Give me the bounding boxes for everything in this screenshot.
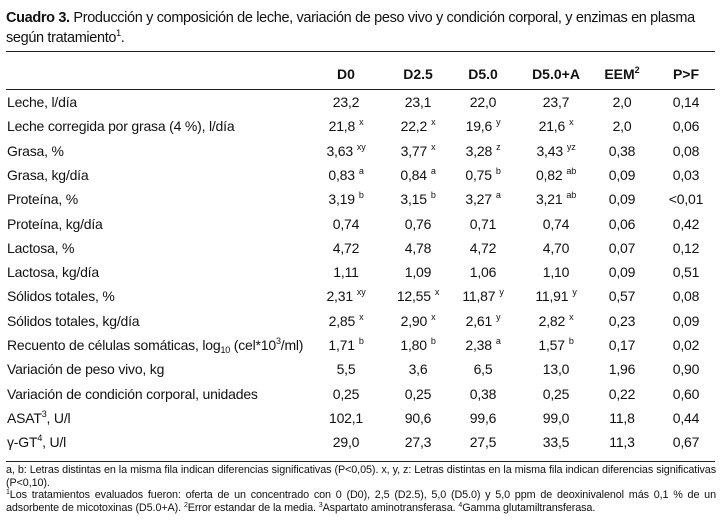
- cell-value: 0,38: [608, 142, 636, 159]
- row-label: Proteína, %: [7, 191, 78, 208]
- table-row: [0, 337, 723, 361]
- bottom-rule: [6, 461, 715, 462]
- footnote-definitions: $^1$Los tratamientos evaluados fueron: oferta de un concentrado con 0 (D0), 2,5 (D2.5), 5,0 (D5.0) y 5,0 ppm de deoxinivalenol más 0,1 % de un adsorbente de micotoxinas (D5.0+A). $^2$Error estandar de la media. $^3$Aspartato aminotransferasa. $^4$Gamma glutamiltransferasa.: [6, 489, 716, 514]
- row-label-part: γ-GT: [7, 434, 38, 451]
- table-cell: [333, 386, 359, 402]
- cell-value: 2,38: [465, 337, 492, 353]
- table-row: [0, 216, 723, 240]
- cell-value: 3,21: [535, 191, 563, 208]
- cell-value: 0,38: [469, 385, 497, 402]
- cell-value: 0,90: [672, 361, 700, 378]
- table-cell: [673, 94, 699, 110]
- table-cell: [466, 118, 501, 134]
- cell-value: 0,83: [328, 166, 355, 183]
- cell-value: 3,27: [465, 191, 492, 208]
- row-label: Leche corregida por grasa (4 %), l/día: [7, 118, 235, 135]
- cell-value: 102,1: [328, 409, 364, 426]
- cell-value: 23,1: [404, 94, 432, 110]
- cell-value: 0,51: [672, 264, 700, 281]
- table-cell: [401, 313, 436, 329]
- table-cell: [673, 410, 699, 426]
- cell-value: <0,01: [668, 191, 704, 208]
- header-d0: [337, 66, 355, 82]
- table-cell: [609, 191, 635, 207]
- cell-value: 0,67: [672, 434, 700, 451]
- row-label-part: 3: [41, 408, 47, 419]
- significance-letter: b: [568, 336, 574, 346]
- cell-value: 22,2: [400, 118, 428, 135]
- caption-label: Cuadro 3.: [6, 10, 70, 26]
- table-cell: [397, 288, 439, 304]
- cell-value: 5,5: [336, 361, 356, 378]
- table-cell: [401, 118, 436, 134]
- cell-value: 27,5: [469, 434, 497, 451]
- cell-value: 0,17: [608, 337, 636, 353]
- cell-value: 1,96: [608, 361, 636, 378]
- table-cell: [543, 410, 569, 426]
- table-cell: [329, 118, 364, 134]
- top-rule: [6, 51, 715, 52]
- table-cell: [673, 288, 699, 304]
- cell-value: 0,09: [608, 166, 636, 183]
- table-cell: [609, 288, 635, 304]
- table-cell: [673, 386, 699, 402]
- significance-letter: b: [430, 336, 436, 346]
- significance-letter: x: [434, 287, 440, 298]
- cell-value: 0,09: [608, 191, 636, 208]
- cell-value: 2,90: [400, 312, 428, 329]
- table-row: [0, 191, 723, 215]
- significance-letter: x: [359, 311, 364, 322]
- header-text: P>F: [672, 66, 700, 82]
- cell-value: 0,84: [400, 166, 427, 183]
- table-cell: [609, 240, 635, 256]
- cell-value: 0,60: [672, 385, 700, 402]
- cell-value: 3,43: [536, 142, 563, 159]
- table-cell: [673, 337, 699, 353]
- table-row: [0, 386, 723, 410]
- row-label-part: (cel*10: [230, 337, 276, 353]
- header-text: D0: [337, 66, 355, 82]
- table-cell: [465, 191, 500, 207]
- table-cell: [673, 118, 699, 134]
- table-cell: [405, 410, 431, 426]
- cell-value: 2,0: [612, 94, 632, 110]
- table-row: [0, 410, 723, 434]
- header-eem: [604, 66, 639, 82]
- cell-value: 0,09: [608, 264, 636, 281]
- cell-value: 0,57: [608, 288, 636, 305]
- cell-value: 29,0: [332, 434, 360, 451]
- table-cell: [329, 313, 364, 329]
- cell-value: 0,02: [672, 337, 700, 353]
- cell-value: 19,6: [465, 118, 493, 135]
- cell-value: 0,74: [332, 215, 360, 232]
- table-cell: [536, 143, 575, 159]
- cell-value: 0,75: [465, 166, 492, 183]
- cell-value: 0,74: [542, 215, 570, 232]
- cell-value: 23,7: [542, 94, 570, 110]
- table-row: [0, 118, 723, 142]
- table-cell: [609, 216, 635, 232]
- table-cell: [405, 216, 431, 232]
- table-cell: [333, 240, 359, 256]
- cell-value: 99,6: [469, 409, 497, 426]
- row-label-part: , U/l: [46, 409, 71, 426]
- table-cell: [609, 167, 635, 183]
- table-cell: [405, 94, 431, 110]
- row-label: [7, 410, 70, 426]
- significance-letter: y: [496, 311, 501, 322]
- cell-value: 1,09: [404, 264, 432, 281]
- cell-value: 0,03: [672, 166, 700, 183]
- table-cell: [405, 240, 431, 256]
- table-cell: [673, 216, 699, 232]
- cell-value: 0,71: [469, 215, 497, 232]
- table-cell: [466, 313, 501, 329]
- cell-value: 0,82: [535, 166, 563, 183]
- significance-letter: x: [431, 117, 436, 128]
- cell-value: 1,11: [333, 264, 359, 281]
- row-label: Lactosa, %: [7, 239, 75, 256]
- significance-letter: xy: [356, 141, 366, 152]
- table-cell: [329, 410, 363, 426]
- cell-value: 21,6: [538, 118, 566, 135]
- row-label: [7, 337, 303, 353]
- cell-value: 11,3: [609, 434, 635, 451]
- row-label: Grasa, kg/día: [7, 166, 89, 183]
- table-cell: [609, 434, 634, 450]
- cell-value: 0,06: [608, 215, 636, 232]
- table-cell: [673, 143, 699, 159]
- row-label: Sólidos totales, %: [7, 288, 115, 305]
- table-cell: [333, 264, 358, 280]
- table-cell: [543, 264, 569, 280]
- significance-letter: z: [496, 141, 501, 152]
- table-row: [0, 361, 723, 385]
- cell-value: 0,23: [608, 312, 636, 329]
- table-cell: [543, 216, 569, 232]
- cell-value: 0,06: [672, 118, 700, 135]
- cell-value: 4,72: [469, 239, 497, 256]
- caption-end: .: [120, 30, 125, 46]
- cell-value: 0,08: [672, 142, 700, 159]
- cell-value: 0,42: [672, 215, 700, 232]
- significance-letter: a: [430, 165, 436, 176]
- table-cell: [474, 361, 493, 377]
- cell-value: 6,5: [473, 361, 493, 378]
- table-row: [0, 94, 723, 118]
- table-row: [0, 288, 723, 312]
- table-cell: [609, 264, 635, 280]
- cell-value: 11,87: [462, 288, 496, 305]
- table-cell: [333, 94, 359, 110]
- header-text: D2.5: [403, 66, 433, 82]
- cell-value: 0,22: [608, 385, 636, 402]
- table-footnotes: [6, 464, 716, 514]
- table-cell: [470, 94, 496, 110]
- row-label: Leche, l/día: [7, 94, 77, 110]
- table-cell: [538, 337, 573, 353]
- table-cell: [470, 240, 496, 256]
- table-row: [0, 434, 723, 458]
- cell-value: 3,19: [328, 191, 355, 208]
- header-text: D5.0: [468, 66, 498, 82]
- cell-value: 0,44: [672, 409, 700, 426]
- caption-text: Producción y composición de leche, variación de peso vivo y condición corporal, y enzimas en plasma según tratamiento: [6, 10, 695, 46]
- header-pf: [673, 66, 699, 82]
- table-cell: [673, 434, 699, 450]
- significance-letter: x: [359, 117, 364, 128]
- table-cell: [470, 264, 496, 280]
- cell-value: 3,6: [408, 361, 428, 378]
- table-cell: [609, 313, 635, 329]
- row-label: Grasa, %: [7, 142, 64, 159]
- row-label-part: 10: [220, 345, 231, 355]
- significance-letter: x: [569, 117, 574, 128]
- table-cell: [328, 167, 363, 183]
- table-cell: [543, 434, 569, 450]
- table-row: [0, 167, 723, 191]
- caption-footnote-mark: 1: [116, 28, 121, 38]
- table-cell: [673, 240, 699, 256]
- cell-value: 1,57: [538, 337, 565, 353]
- cell-value: 11,8: [609, 409, 635, 426]
- table-cell: [333, 434, 359, 450]
- cell-value: 1,71: [328, 337, 355, 353]
- table-cell: [543, 361, 569, 377]
- table-cell: [400, 167, 435, 183]
- table-cell: [328, 337, 363, 353]
- table-cell: [462, 288, 503, 304]
- cell-value: 2,85: [328, 312, 356, 329]
- table-cell: [400, 191, 435, 207]
- cell-value: 27,3: [404, 434, 432, 451]
- table-cell: [669, 191, 703, 207]
- cell-value: 12,55: [396, 288, 431, 305]
- table-cell: [333, 216, 359, 232]
- significance-letter: x: [431, 311, 436, 322]
- significance-letter: y: [496, 117, 501, 128]
- table-cell: [609, 337, 635, 353]
- table-cell: [539, 118, 574, 134]
- table-cell: [673, 167, 699, 183]
- row-label-part: , U/l: [42, 434, 67, 451]
- table-cell: [465, 337, 500, 353]
- significance-letter: b: [358, 336, 364, 346]
- cell-value: 3,77: [400, 142, 428, 159]
- cell-value: 2,0: [612, 118, 632, 135]
- table-cell: [543, 240, 569, 256]
- table-cell: [673, 361, 699, 377]
- significance-letter: a: [495, 336, 501, 346]
- cell-value: 11,91: [535, 288, 569, 305]
- table-cell: [337, 361, 356, 377]
- cell-value: 3,15: [400, 191, 427, 208]
- table-cell: [609, 143, 635, 159]
- table-cell: [465, 167, 500, 183]
- significance-letter: b: [358, 190, 364, 201]
- cell-value: 0,14: [672, 94, 700, 110]
- table-cell: [673, 264, 699, 280]
- table-cell: [535, 288, 576, 304]
- table-cell: [400, 337, 435, 353]
- cell-value: 4,78: [404, 239, 432, 256]
- cell-value: 90,6: [404, 409, 432, 426]
- cell-value: 4,72: [332, 239, 360, 256]
- table-row: [0, 143, 723, 167]
- table-cell: [405, 386, 431, 402]
- footnote-significance: a, b: Letras distintas en la misma fila indican diferencias significativas (P<0,05). x, y, z: Letras distintas en la misma fila indican diferencias significativas (P<0,10).: [6, 464, 716, 489]
- table-cell: [543, 386, 569, 402]
- significance-letter: y: [572, 287, 577, 298]
- significance-letter: yz: [566, 141, 576, 152]
- table-cell: [405, 434, 431, 450]
- row-label: Proteína, kg/día: [7, 215, 103, 232]
- table-cell: [409, 361, 428, 377]
- cell-value: 1,06: [469, 264, 497, 281]
- table-cell: [543, 94, 569, 110]
- significance-letter: xy: [356, 287, 366, 298]
- cell-value: 0,12: [672, 239, 700, 256]
- cell-value: 0,25: [542, 385, 570, 402]
- cell-value: 22,0: [469, 94, 497, 110]
- cell-value: 0,08: [672, 288, 700, 305]
- cell-value: 3,63: [326, 142, 353, 159]
- table-cell: [326, 143, 365, 159]
- header-text: EEM: [604, 66, 635, 82]
- row-label-part: 3: [275, 336, 281, 346]
- significance-letter: y: [499, 287, 504, 298]
- table-cell: [613, 118, 632, 134]
- table-cell: [470, 410, 496, 426]
- cell-value: 1,10: [542, 264, 570, 281]
- cell-value: 0,09: [672, 312, 700, 329]
- table-cell: [470, 386, 496, 402]
- table-cell: [470, 216, 496, 232]
- table-cell: [609, 361, 635, 377]
- table-cell: [673, 313, 699, 329]
- table-cell: [328, 191, 363, 207]
- significance-letter: x: [569, 311, 574, 322]
- cell-value: 0,25: [332, 385, 360, 402]
- row-label: Sólidos totales, kg/día: [7, 312, 140, 329]
- table-row: [0, 264, 723, 288]
- significance-letter: x: [431, 141, 436, 152]
- significance-letter: a: [495, 190, 501, 201]
- table-caption: [6, 8, 716, 48]
- table-cell: [466, 143, 501, 159]
- significance-letter: b: [495, 165, 501, 176]
- significance-letter: b: [430, 190, 436, 201]
- cell-value: 2,61: [465, 312, 493, 329]
- cell-value: 2,82: [538, 312, 566, 329]
- header-d50: [468, 66, 498, 82]
- table-cell: [470, 434, 496, 450]
- table-cell: [539, 313, 574, 329]
- table-cell: [609, 386, 635, 402]
- cell-value: 1,80: [400, 337, 427, 353]
- significance-letter: ab: [566, 190, 577, 201]
- table-cell: [401, 143, 436, 159]
- row-label-part: 4: [37, 433, 43, 444]
- cell-value: 3,28: [465, 142, 493, 159]
- table-cell: [326, 288, 365, 304]
- significance-letter: a: [358, 165, 364, 176]
- row-label-part: ASAT: [7, 409, 42, 426]
- cell-value: 0,07: [608, 239, 636, 256]
- header-text: D5.0+A: [532, 66, 580, 82]
- row-label-part: Recuento de células somáticas, log: [7, 337, 221, 353]
- cell-value: 0,76: [404, 215, 432, 232]
- header-rule: [6, 89, 715, 90]
- cell-value: 4,70: [542, 239, 570, 256]
- header-d50a: [532, 66, 580, 82]
- cell-value: 23,2: [332, 94, 360, 110]
- header-footnote-mark: 2: [634, 65, 640, 75]
- cell-value: 2,31: [326, 288, 353, 305]
- row-label: Variación de peso vivo, kg: [7, 361, 165, 378]
- row-label: Lactosa, kg/día: [7, 264, 99, 281]
- header-d25: [403, 66, 433, 82]
- table-cell: [405, 264, 431, 280]
- row-label: Variación de condición corporal, unidades: [7, 385, 258, 402]
- cell-value: 0,25: [404, 385, 432, 402]
- cell-value: 99,0: [542, 409, 570, 426]
- table-cell: [536, 167, 576, 183]
- row-label: [7, 434, 66, 450]
- table-cell: [609, 410, 634, 426]
- cell-value: 13,0: [542, 361, 570, 378]
- row-label-part: /ml): [280, 337, 304, 353]
- significance-letter: ab: [566, 165, 577, 176]
- cell-value: 33,5: [542, 434, 570, 451]
- table-cell: [536, 191, 576, 207]
- table-cell: [613, 94, 632, 110]
- table-row: [0, 240, 723, 264]
- cell-value: 21,8: [328, 118, 356, 135]
- table-row: [0, 313, 723, 337]
